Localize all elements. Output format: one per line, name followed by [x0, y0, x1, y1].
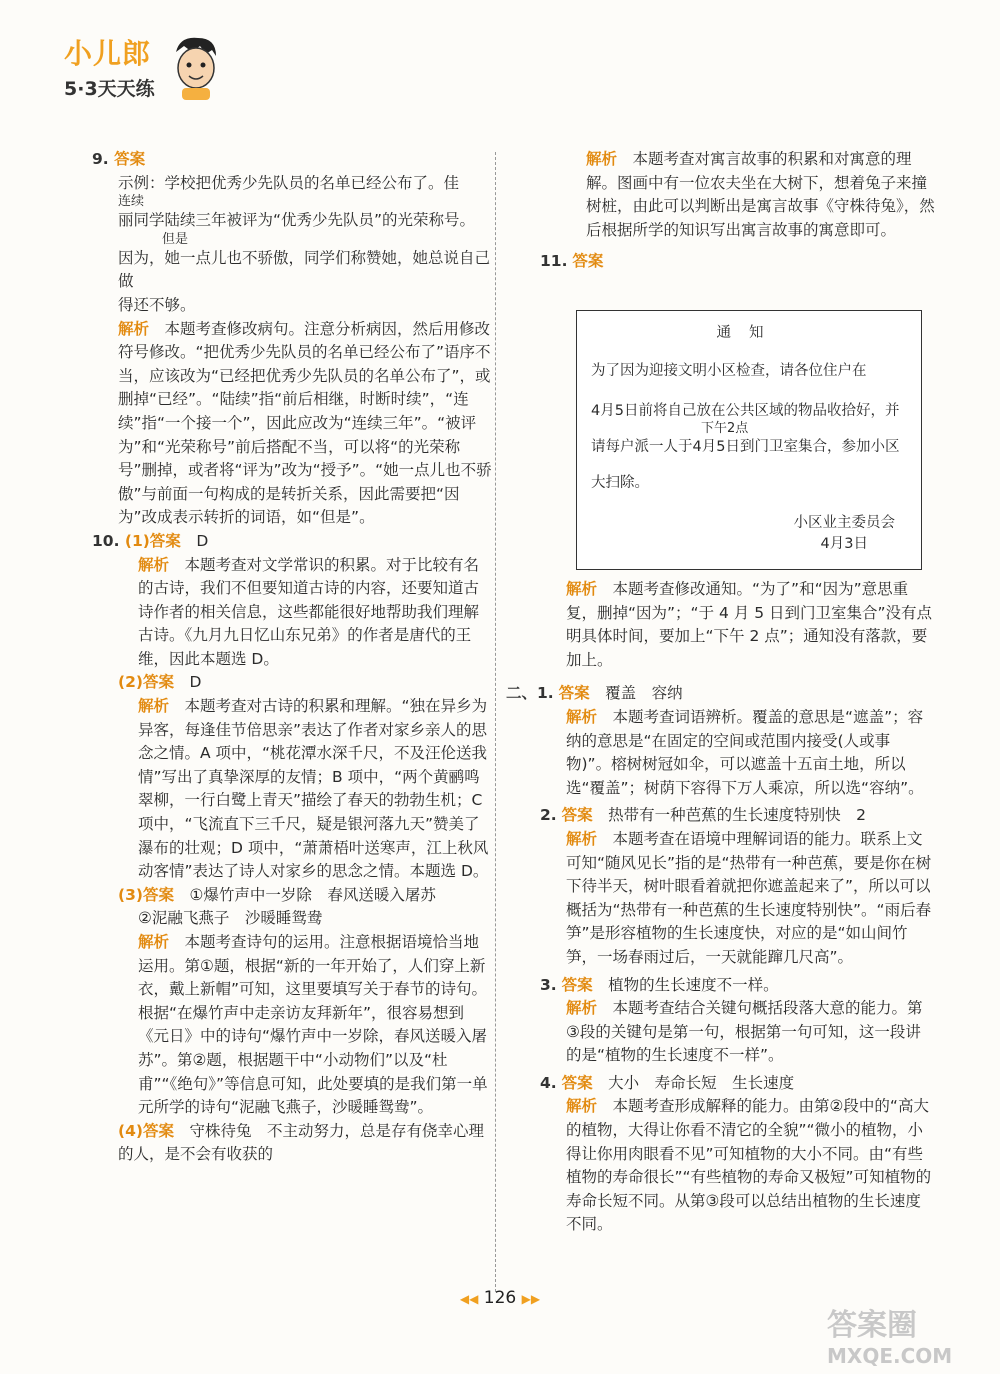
notice-box: [576, 310, 922, 570]
notice-title: 通知: [716, 325, 782, 341]
q10-3-answer-a: ①爆竹声中一岁除 春风送暖入屠苏: [189, 885, 436, 904]
notice-line1: 为了因为迎接文明小区检查，请各位住户在: [591, 363, 867, 379]
p2-q2-answer-label: 答案: [561, 806, 593, 825]
series-name: 5·3天天练: [64, 78, 155, 100]
q9-number: 9.: [92, 150, 115, 168]
p2-q3-number: 3.: [540, 975, 557, 994]
p2-q1-number: 二、1.: [506, 684, 554, 703]
notice-line4: 大扫除。: [591, 475, 649, 491]
q9-insert-word2: 但是: [162, 231, 189, 247]
q9-example-line3: 因为，她一点儿也不骄傲，同学们称赞她，她总说自己做: [118, 248, 491, 291]
q9-insert-word: 连续: [118, 194, 145, 210]
mascot-icon: [170, 34, 222, 100]
watermark: [827, 1300, 992, 1370]
q10-1-analysis-label: 解析: [138, 555, 170, 574]
notice-signature: [794, 511, 896, 553]
q9-example-line1: 示例：学校把优秀少先队员的名单已经公布了。佳: [118, 173, 460, 192]
q11-answer-label: 答案: [572, 252, 604, 271]
prev-arrow-icon: ◀◀: [459, 1292, 479, 1306]
p2-q4-analysis: 本题考查形成解释的能力。由第②段中的“高大的植物，大得让你看不清它的全貌”“微小的植物，小得让你用肉眼看不见”可知植物的大小不同。由“有些植物的寿命很长”“有些植物的寿命又极短”可知植物的寿命长短不同。从第③段可以总结出植物的生长速度不同。: [566, 1097, 932, 1234]
q10-3-analysis-label: 解析: [138, 933, 170, 951]
p2-q1-row: [506, 682, 935, 706]
notice-line3: 请每户派一人于4月5日到门卫室集合，参加小区: [591, 439, 900, 455]
q10-2-answer-label: (2)答案: [118, 673, 174, 692]
notice-signature-org: 小区业主委员会: [793, 515, 895, 531]
notice-line2: 4月5日前将自己放在公共区域的物品收拾好，并: [591, 403, 900, 419]
q9-example-line4: 得还不够。: [118, 295, 196, 314]
p2-q2-number: 2.: [540, 806, 557, 825]
right-column-lower: [506, 578, 935, 1237]
q10-4-answer: 守株待兔 不主动努力，总是存有侥幸心理的人，是不会有收获的: [118, 1121, 484, 1164]
q10-1-answer-label: (1)答案: [124, 531, 181, 550]
q10-2-analysis: 本题考查对古诗的积累和理解。“独在异乡为异客，每逢佳节倍思亲”表达了作者对家乡亲人的思念之情。A 项中，“桃花潭水深千尺，不及汪伦送我情”写出了真挚深厚的友情；B 项中，“两个黄鹂鸣翠柳，一行白鹭上青天”描绘了春天的勃勃生机；C 项中，“飞流直下三千尺，疑是银河落九天”赞美了瀑布的壮观；D 项中，“萧萧梧叶送寒声，江上秋风动客情”表达了诗人对家乡的思念之情。本题选 D。: [138, 697, 489, 881]
watermark-top: 答案圈: [827, 1308, 917, 1343]
p2-q3-analysis-label: 解析: [566, 999, 598, 1018]
q9-example-line2: 丽同学陆续三年被评为“优秀少先队员”的光荣称号。: [118, 211, 476, 230]
brand-logo: [52, 28, 222, 108]
q10-4-analysis-label: 解析: [586, 150, 618, 168]
p2-q1-analysis: 本题考查词语辨析。覆盖的意思是“遮盖”；容纳的意思是“在固定的空间或范围内接受(人或事物)”。榕树树冠如伞，可以遮盖十五亩土地，所以选“覆盖”；树荫下容得下万人乘凉，所以选“容纳”。: [566, 707, 924, 797]
page-number: 126: [483, 1288, 517, 1308]
column-divider: [495, 152, 496, 1292]
q9-answer-label: 答案: [114, 150, 146, 168]
p2-q3-analysis: 本题考查结合关键句概括段落大意的能力。第③段的关键句是第一句，根据第一句可知，这一段讲的是“植物的生长速度不一样”。: [566, 999, 923, 1065]
p2-q3-answer: 植物的生长速度不一样。: [608, 975, 779, 994]
q11-analysis-label: 解析: [566, 580, 598, 598]
page-footer: [430, 1288, 570, 1308]
q10-4-answer-label: (4)答案: [118, 1121, 174, 1140]
brand-name: 小儿郎: [64, 37, 152, 70]
q10-3-answer-label: (3)答案: [118, 885, 174, 904]
right-column: [540, 148, 935, 274]
next-arrow-icon: ▶▶: [521, 1292, 541, 1306]
q10-3-analysis: 本题考查诗句的运用。注意根据语境恰当地运用。第①题，根据“新的一年开始了，人们穿上新衣，戴上新帽”可知，这里要填写关于春节的诗句。根据“在爆竹声中走亲访友拜新年”，很容易想到《元日》中的诗句“爆竹声中一岁除，春风送暖入屠苏”。第②题，根据题干中“小动物们”以及“杜甫”“《绝句》”等信息可知，此处要填的是我们第一单元所学的诗句“泥融飞燕子，沙暖睡鸳鸯”。: [138, 933, 488, 1117]
p2-q1-answer-label: 答案: [558, 684, 590, 703]
q10-1-answer: D: [196, 531, 209, 550]
notice-insert: 下午2点: [701, 421, 749, 436]
q10-3-answer-b: ②泥融飞燕子 沙暖睡鸳鸯: [138, 909, 323, 928]
q11-number: 11.: [540, 252, 568, 271]
q10-number: 10.: [92, 531, 125, 550]
p2-q1-analysis-label: 解析: [566, 707, 598, 726]
p2-q4-analysis-label: 解析: [566, 1097, 598, 1116]
notice-signature-date: 4月3日: [820, 536, 868, 552]
q10-2-analysis-label: 解析: [138, 697, 170, 716]
watermark-bottom: MXQE.COM: [827, 1344, 953, 1368]
p2-q4-answer-label: 答案: [561, 1073, 593, 1092]
p2-q4-answer: 大小 寿命长短 生长速度: [608, 1073, 795, 1092]
q10-1-analysis: 本题考查对文学常识的积累。对于比较有名的古诗，我们不但要知道古诗的内容，还要知道古诗作者的相关信息，这些都能很好地帮助我们理解古诗。《九月九日忆山东兄弟》的作者是唐代的王维，因此本题选 D。: [138, 555, 480, 668]
q11-analysis: 本题考查修改通知。“为了”和“因为”意思重复，删掉“因为”；“于 4 月 5 日到门卫室集合”没有点明具体时间，要加上“下午 2 点”；通知没有落款，要加上。: [566, 580, 933, 669]
p2-q2-analysis-label: 解析: [566, 829, 598, 848]
q10-2-answer: D: [189, 673, 202, 692]
p2-q2-answer: 热带有一种芭蕉的生长速度特别快 2: [608, 806, 867, 825]
p2-q2-analysis: 本题考查在语境中理解词语的能力。联系上文可知“随风见长”指的是“热带有一种芭蕉，要是你在树下待半天，树叶眼看着就把你遮盖起来了”，所以可以概括为“热带有一种芭蕉的生长速度特别快”。“雨后春笋”是形容植物的生长速度快，对应的是“如山间竹笋，一场春雨过后，一天就能蹿几尺高”。: [566, 829, 932, 966]
p2-q4-number: 4.: [540, 1073, 557, 1092]
q9-analysis: 本题考查修改病句。注意分析病因，然后用修改符号修改。“把优秀少先队员的名单已经公布了”语序不当，应该改为“已经把优秀少先队员的名单公布了”，或删掉“已经”。“陆续”指“前后相继，时断时续”，“连续”指“一个接一个”，因此应改为“连续三年”。“被评为”和“光荣称号”前后搭配不当，可以将“的光荣称号”删掉，或者将“评为”改为“授予”。“她一点儿也不骄傲”与前面一句构成的是转折关系，因此需要把“因为”改成表示转折的词语，如“但是”。: [118, 319, 492, 527]
q10-4-analysis: 本题考查对寓言故事的积累和对寓意的理解。图画中有一位农夫坐在大树下，想着兔子来撞树桩，由此可以判断出是寓言故事《守株待兔》，然后根据所学的知识写出寓言故事的寓意即可。: [586, 150, 935, 239]
left-column: [92, 148, 492, 1167]
q9-analysis-label: 解析: [118, 319, 150, 338]
p2-q1-answer: 覆盖 容纳: [605, 684, 683, 703]
p2-q3-answer-label: 答案: [561, 975, 593, 994]
